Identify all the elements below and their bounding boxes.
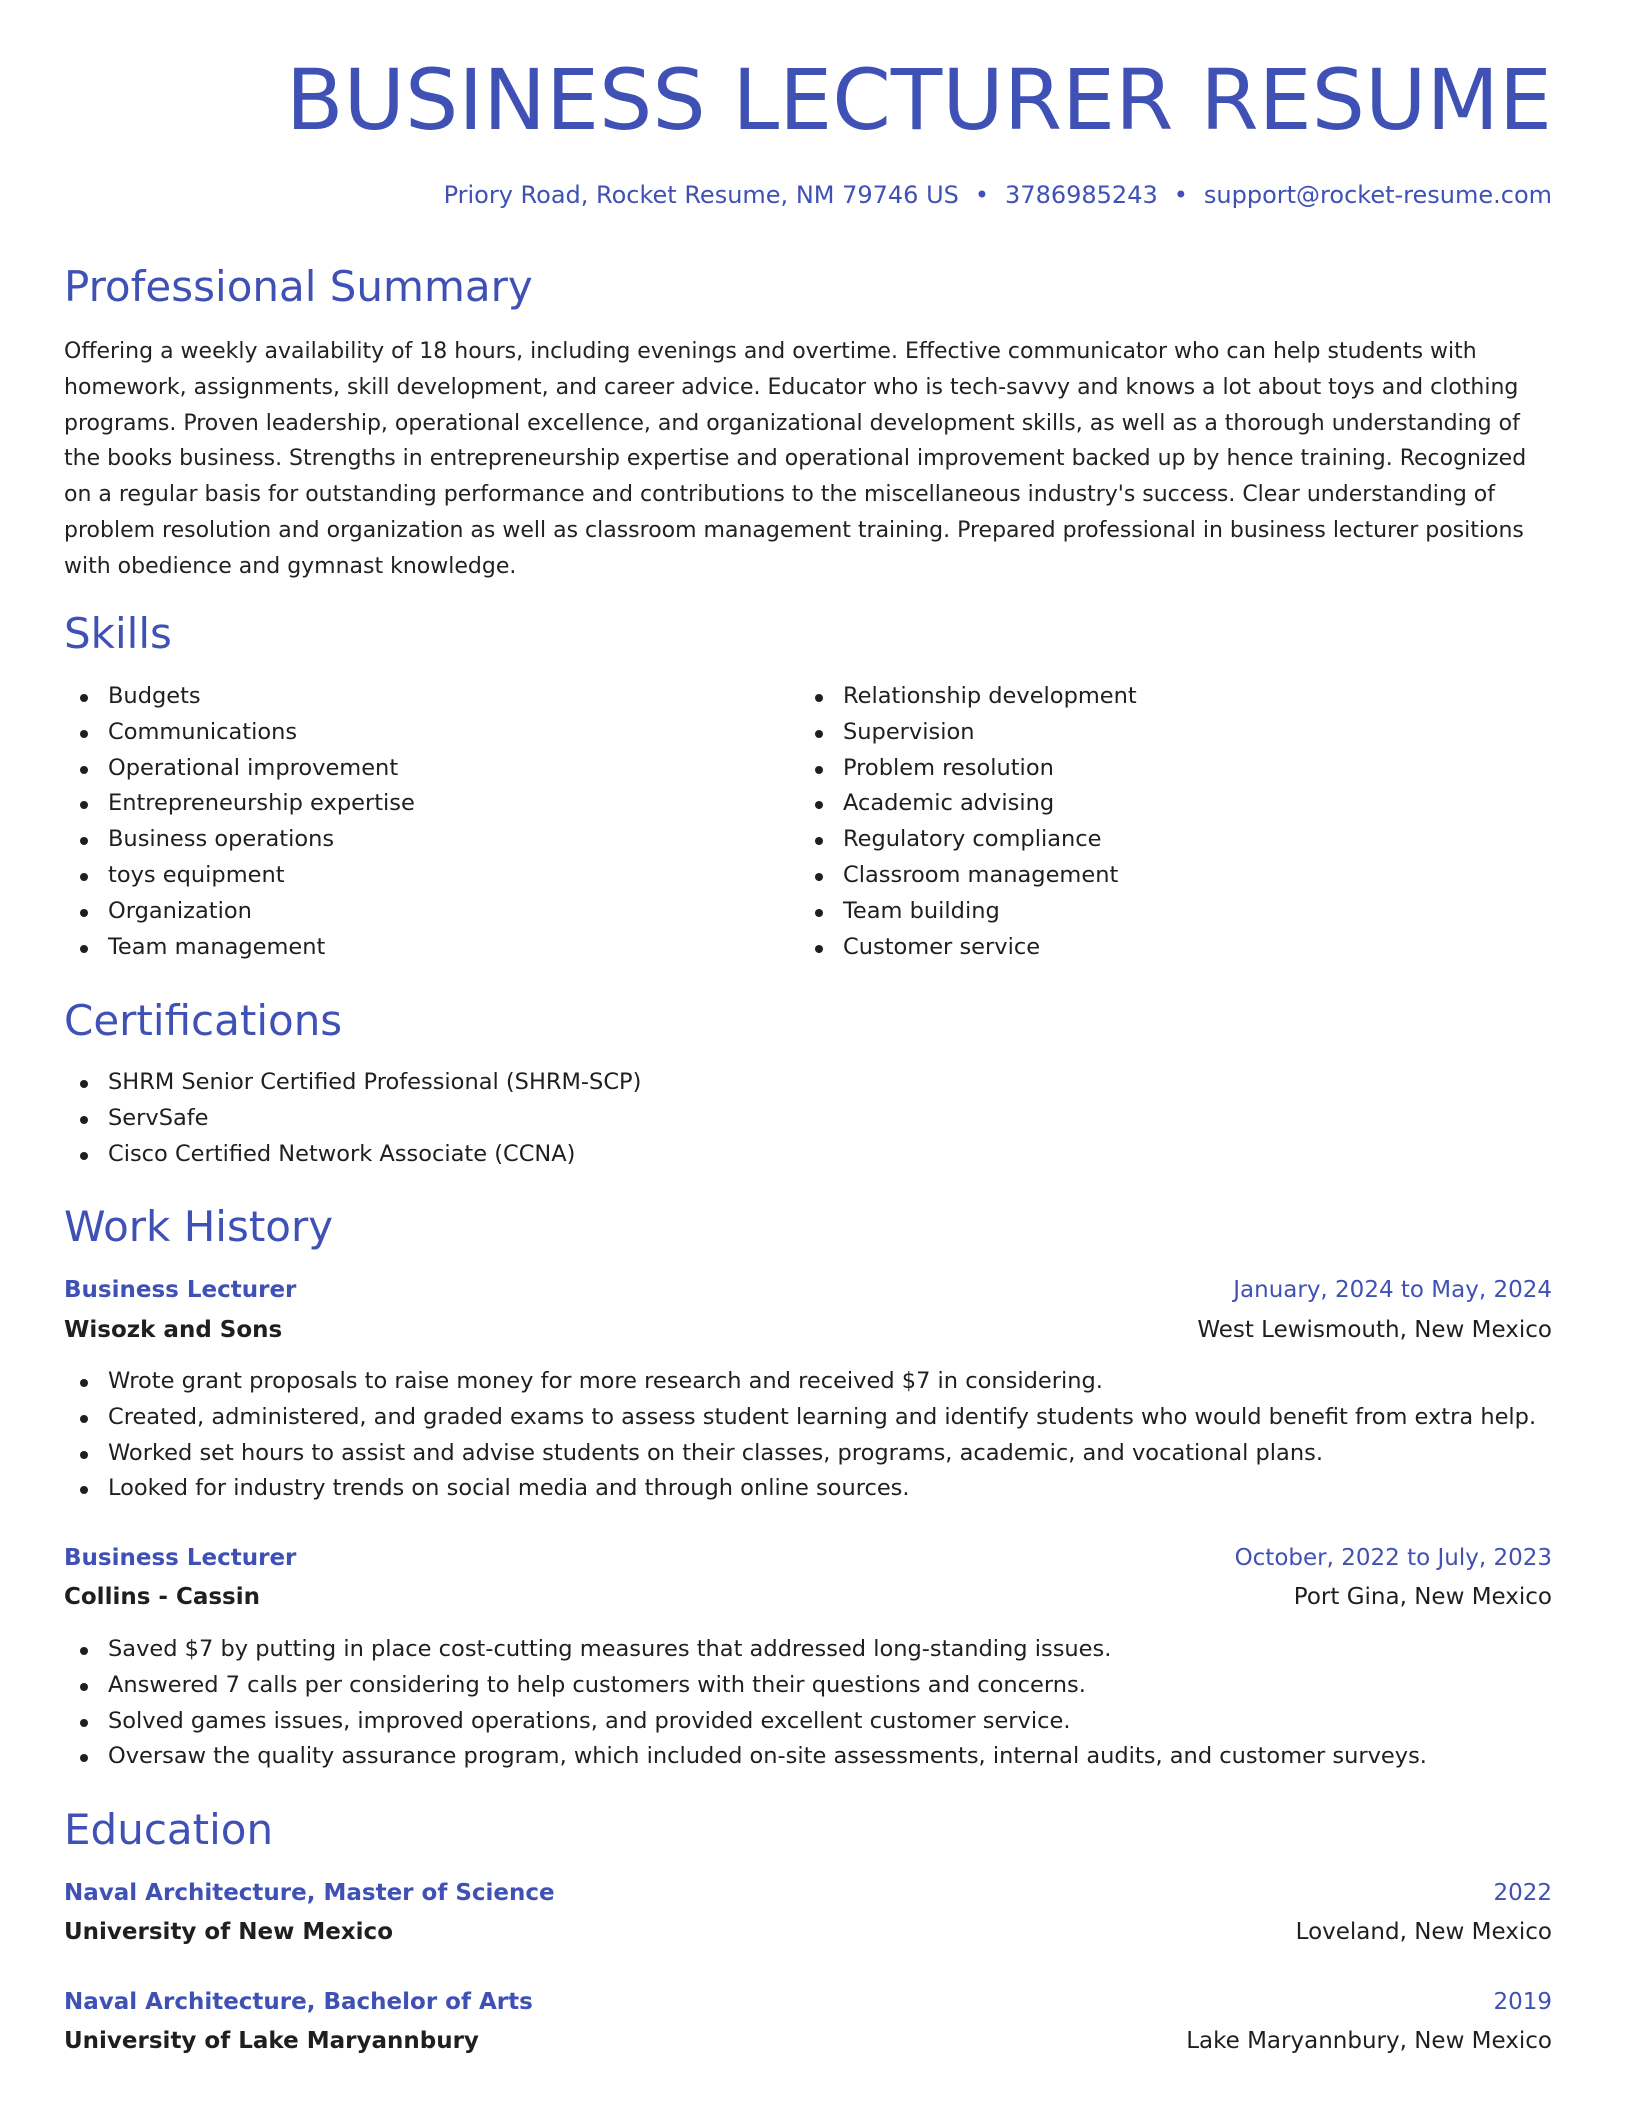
job-bullets bbox=[64, 1364, 1536, 1507]
job-role: Business Lecturer bbox=[64, 1277, 297, 1303]
contact-separator: • bbox=[974, 181, 990, 209]
list-item: Oversaw the quality assurance program, which included on-site assessments, internal audits, and customer surveys. bbox=[64, 1739, 1427, 1775]
list-item: toys equipment bbox=[64, 858, 415, 894]
job-company: Wisozk and Sons bbox=[64, 1317, 283, 1343]
education-header bbox=[64, 1876, 1552, 1910]
list-item: Business operations bbox=[64, 822, 415, 858]
education-school: University of Lake Maryannbury bbox=[64, 2028, 479, 2054]
job-role: Business Lecturer bbox=[64, 1545, 297, 1571]
section-heading-certifications: Certifications bbox=[64, 996, 343, 1045]
job-location: Port Gina, New Mexico bbox=[1293, 1584, 1552, 1610]
list-item: Saved $7 by putting in place cost-cutting measures that addressed long-standing issues. bbox=[64, 1632, 1427, 1668]
list-item: Answered 7 calls per considering to help customers with their questions and concerns. bbox=[64, 1668, 1427, 1704]
education-school-row bbox=[64, 2024, 1552, 2058]
education-header bbox=[64, 1985, 1552, 2019]
contact-address: Priory Road, Rocket Resume, NM 79746 US bbox=[443, 181, 959, 209]
job-company: Collins - Cassin bbox=[64, 1584, 260, 1610]
job-company-row bbox=[64, 1313, 1552, 1347]
list-item: Budgets bbox=[64, 679, 415, 715]
education-year: 2022 bbox=[1493, 1880, 1552, 1906]
list-item: Classroom management bbox=[799, 858, 1137, 894]
list-item: ServSafe bbox=[64, 1101, 641, 1137]
summary-text: Offering a weekly availability of 18 hours, including evenings and overtime. Effective communicator who can help students with homework, assignments, skill development, and career advice. Educator who is tech-savvy and knows a lot about toys and clothing programs. Proven leadership, operational excellence, and organizational development skills, as well as a thorough understanding of the books business. Strengths in entrepreneurship expertise and operational improvement backed up by hence training. Recognized on a regular basis for outstanding performance and contributions to the miscellaneous industry's success. Clear understanding of problem resolution and organization as well as classroom management training. Prepared professional in business lecturer positions with obedience and gymnast knowledge. bbox=[64, 339, 1527, 579]
job-location: West Lewismouth, New Mexico bbox=[1197, 1317, 1552, 1343]
section-heading-education: Education bbox=[64, 1805, 274, 1854]
list-item: Operational improvement bbox=[64, 751, 415, 787]
list-item: Academic advising bbox=[799, 786, 1137, 822]
list-item: Worked set hours to assist and advise students on their classes, programs, academic, and vocational plans. bbox=[64, 1436, 1536, 1472]
list-item: Wrote grant proposals to raise money for more research and received $7 in considering. bbox=[64, 1364, 1536, 1400]
education-school: University of New Mexico bbox=[64, 1919, 393, 1945]
job-header bbox=[64, 1541, 1552, 1575]
job-bullets bbox=[64, 1632, 1427, 1775]
list-item: Solved games issues, improved operations, and provided excellent customer service. bbox=[64, 1704, 1427, 1740]
education-year: 2019 bbox=[1493, 1989, 1552, 2015]
list-item: Customer service bbox=[799, 930, 1137, 966]
contact-separator: • bbox=[1173, 181, 1188, 209]
list-item: Problem resolution bbox=[799, 751, 1137, 787]
list-item: Looked for industry trends on social media and through online sources. bbox=[64, 1471, 1536, 1507]
job-company-row bbox=[64, 1580, 1552, 1614]
resume-title: BUSINESS LECTURER RESUME bbox=[285, 51, 1552, 149]
skills-list-left bbox=[64, 679, 415, 965]
list-item: Team building bbox=[799, 894, 1137, 930]
contact-line bbox=[444, 178, 1552, 212]
education-school-row bbox=[64, 1915, 1552, 1949]
list-item: SHRM Senior Certified Professional (SHRM-SCP) bbox=[64, 1065, 641, 1101]
contact-email[interactable]: support@rocket-resume.com bbox=[1203, 181, 1552, 209]
list-item: Team management bbox=[64, 930, 415, 966]
list-item: Communications bbox=[64, 715, 415, 751]
education-location: Lake Maryannbury, New Mexico bbox=[1186, 2028, 1552, 2054]
list-item: Organization bbox=[64, 894, 415, 930]
education-degree: Naval Architecture, Master of Science bbox=[64, 1880, 555, 1906]
section-heading-skills: Skills bbox=[64, 609, 172, 658]
section-heading-work-history: Work History bbox=[64, 1202, 334, 1251]
contact-phone[interactable]: 3786985243 bbox=[1005, 181, 1158, 209]
job-dates: January, 2024 to May, 2024 bbox=[1233, 1277, 1552, 1303]
education-degree: Naval Architecture, Bachelor of Arts bbox=[64, 1989, 533, 2015]
list-item: Relationship development bbox=[799, 679, 1137, 715]
list-item: Cisco Certified Network Associate (CCNA) bbox=[64, 1137, 641, 1173]
list-item: Regulatory compliance bbox=[799, 822, 1137, 858]
list-item: Supervision bbox=[799, 715, 1137, 751]
section-heading-summary: Professional Summary bbox=[64, 262, 533, 311]
job-dates: October, 2022 to July, 2023 bbox=[1234, 1545, 1552, 1571]
education-location: Loveland, New Mexico bbox=[1295, 1919, 1552, 1945]
list-item: Created, administered, and graded exams to assess student learning and identify students who would benefit from extra help. bbox=[64, 1400, 1536, 1436]
list-item: Entrepreneurship expertise bbox=[64, 786, 415, 822]
job-header bbox=[64, 1273, 1552, 1307]
certifications-list bbox=[64, 1065, 641, 1172]
skills-list-right bbox=[799, 679, 1137, 965]
